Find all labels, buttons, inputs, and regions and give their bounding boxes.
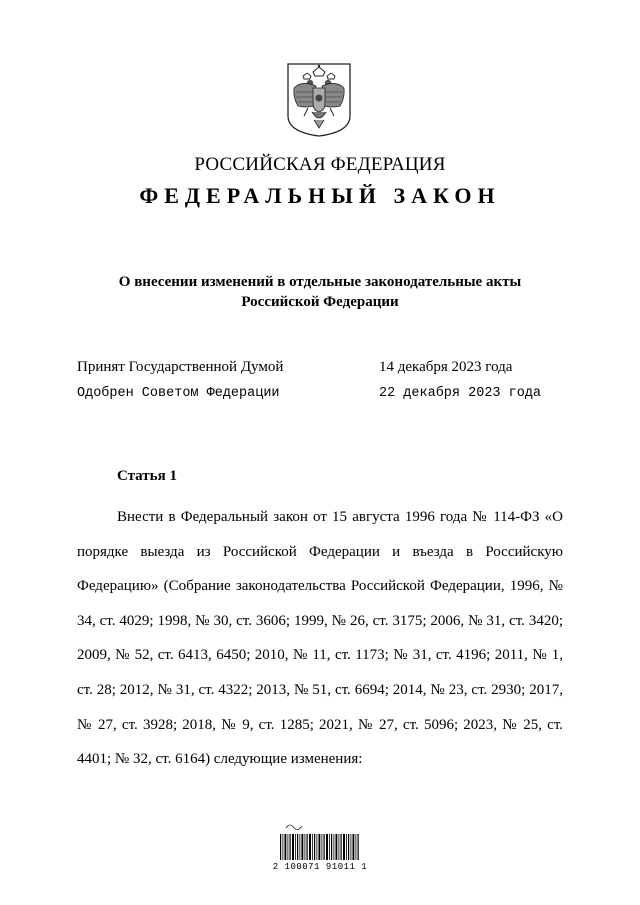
duma-label: Принят Государственной Думой <box>77 359 284 375</box>
barcode-icon <box>278 822 360 882</box>
law-title <box>80 272 560 312</box>
council-date: 22 декабря 2023 года <box>379 386 542 401</box>
law-title-line-1: О внесении изменений в отдельные законодательные акты <box>118 274 522 290</box>
article-text: Внести в Федеральный закон от 15 августа 1996 года № 114-ФЗ «О порядке выезда из Российской Федерации и въезда в Российскую Федерацию» (Собрание законодательства Российской Федерации, 1996, № 34, ст. 4029; 1998, № 30, ст. 3606; 1999, № 26, ст. 3175; 2006, № 31, ст. 3420; 2009, № 52, ст. 6413, 6450; 2010, № 11, ст. 1173; № 31, ст. 4196; 2011, № 1, ст. 28; 2012, № 31, ст. 4322; 2013, № 51, ст. 6694; 2014, № 23, ст. 2930; 2017, № 27, ст. 3928; 2018, № 9, ст. 1285; 2021, № 27, ст. 5096; 2023, № 25, ст. 4401; № 32, ст. 6164) следующие изменения: <box>77 509 563 768</box>
country-heading: РОССИЙСКАЯ ФЕДЕРАЦИЯ <box>194 154 446 175</box>
barcode-number: 2 100071 91011 1 <box>272 862 368 872</box>
law-type-heading: ФЕДЕРАЛЬНЫЙ ЗАКОН <box>139 183 501 208</box>
law-title-line-2: Российской Федерации <box>241 294 399 310</box>
duma-date: 14 декабря 2023 года <box>379 359 513 375</box>
article-title: Статья 1 <box>117 468 177 484</box>
coat-of-arms-icon <box>286 62 352 138</box>
council-label: Одобрен Советом Федерации <box>77 386 280 401</box>
